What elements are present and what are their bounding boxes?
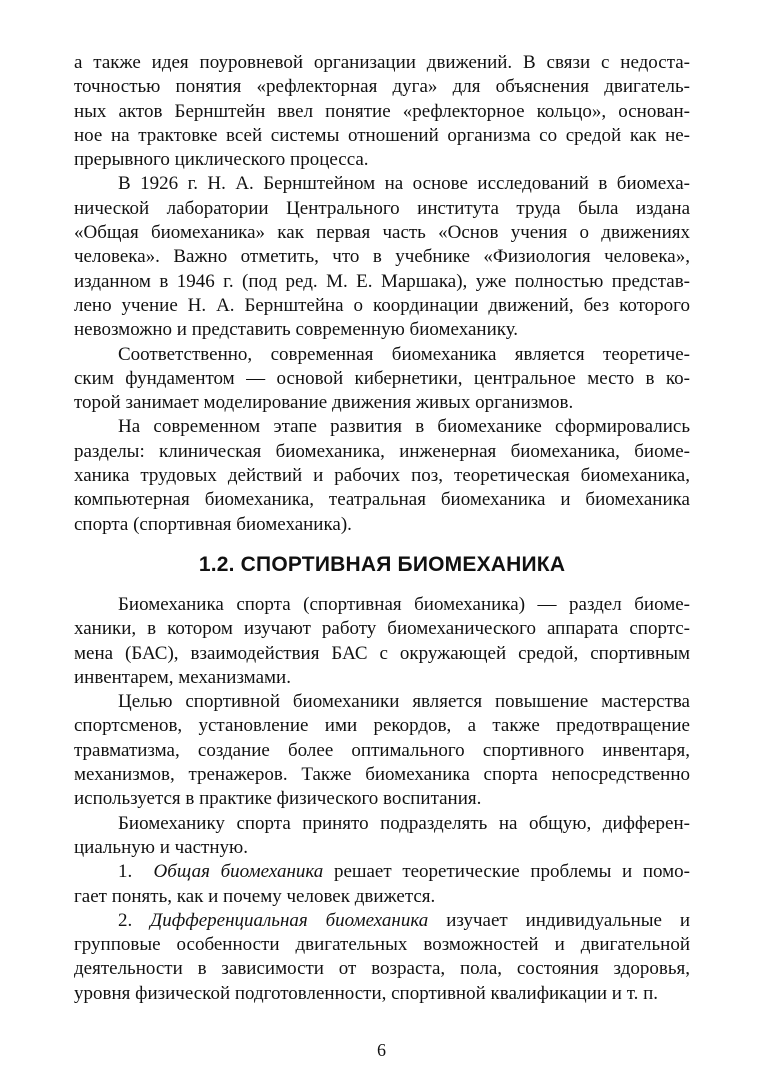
text-line: В 1926 г. Н. А. Бернштейном на основе исследований в биомеха- [118, 173, 690, 195]
text-line: Целью спортивной биомеханики является повышение мастерства [118, 691, 690, 713]
text-line: «Общая биомеханика» как первая часть «Основ учения о движениях [74, 222, 690, 244]
paragraph-goal [74, 690, 690, 811]
paragraph-intro-continuation [74, 51, 690, 172]
text-line: На современном этапе развития в биомеханике сформировались [118, 416, 690, 438]
text-line: используется в практике физического воспитания. [74, 788, 482, 810]
text-line: разделы: клиническая биомеханика, инженерная биомеханика, биоме- [74, 440, 690, 462]
paragraph-subdivision [74, 812, 690, 861]
text-line: ским фундаментом — основой кибернетики, центральное место в ко- [74, 367, 690, 389]
text-line: деятельности в зависимости от возраста, пола, состояния здоровья, [74, 958, 690, 980]
text-line: нической лаборатории Центрального института труда была издана [74, 197, 690, 219]
paragraph-sport-biomechanics-definition [74, 593, 690, 690]
text-line: а также идея поуровневой организации движений. В связи с недоста- [74, 52, 690, 73]
text-line: компьютерная биомеханика, театральная биомеханика и биомеханика [74, 489, 690, 511]
paragraph-bernstein-1926 [74, 172, 690, 342]
term-italic: Общая биомеханика [153, 861, 324, 883]
text-line: травматизма, создание более оптимального спортивного инвентаря, [74, 739, 690, 761]
text-line: Биомеханика спорта (спортивная биомеханика) — раздел биоме- [118, 593, 690, 615]
text-line: человека». Важно отметить, что в учебнике «Физиология человека», [74, 246, 690, 268]
page-content [74, 51, 690, 1006]
list-number: 2. [118, 909, 133, 931]
section-heading: 1.2. СПОРТИВНАЯ БИОМЕХАНИКА [198, 552, 566, 576]
term-italic: Дифференциальная биомеханика [150, 909, 429, 931]
text-line: ных актов Бернштейн ввел понятие «рефлекторное кольцо», основан- [74, 100, 690, 122]
list-number: 1. [118, 861, 133, 883]
text-line: спорта (спортивная биомеханика). [74, 513, 352, 535]
text-line: точностью понятия «рефлекторная дуга» для объяснения двигатель- [74, 76, 690, 98]
text-line: прерывного циклического процесса. [74, 149, 369, 171]
text-line: групповые особенности двигательных возможностей и двигательной [74, 934, 690, 956]
text-line: изданном в 1946 г. (под ред. М. Е. Маршака), уже полностью представ- [74, 270, 690, 292]
paragraph-differential-biomechanics [74, 909, 690, 1006]
text-line: уровня физической подготовленности, спортивной квалификации и т. п. [74, 982, 659, 1004]
text-line: ное на трактовке всей системы отношений организма со средой как не- [74, 124, 690, 146]
text-line: лено учение Н. А. Бернштейна о координации движений, без которого [74, 294, 690, 316]
page-number: 6 [377, 1040, 386, 1060]
text-line: спортсменов, установление ими рекордов, а также предотвращение [74, 715, 690, 737]
text-line: торой занимает моделирование движения живых организмов. [74, 392, 574, 414]
text-line [74, 860, 690, 884]
text-line: Биомеханику спорта принято подразделять на общую, дифферен- [118, 812, 690, 834]
text-line: невозможно и представить современную биомеханику. [74, 319, 519, 341]
text-line: ханика трудовых действий и рабочих поз, теоретическая биомеханика, [74, 465, 690, 487]
text-line: Соответственно, современная биомеханика является теоретиче- [118, 343, 690, 365]
text-line: ханики, в котором изучают работу биомеханического аппарата спортс- [74, 618, 690, 640]
text-line [74, 909, 690, 933]
text-line: инвентарем, механизмами. [74, 666, 291, 688]
text-fragment: изучает индивидуальные и [446, 909, 691, 931]
text-line: механизмов, тренажеров. Также биомеханика спорта непосредственно [74, 764, 690, 786]
text-line: гает понять, как и почему человек движется. [74, 885, 436, 907]
paragraph-sections [74, 415, 690, 536]
paragraph-general-biomechanics [74, 860, 690, 909]
paragraph-cybernetics [74, 343, 690, 416]
text-line: циальную и частную. [74, 836, 248, 858]
text-fragment: решает теоретические проблемы и помо- [333, 861, 691, 883]
text-line: мена (БАС), взаимодействия БАС с окружающей средой, спортивным [74, 642, 690, 664]
